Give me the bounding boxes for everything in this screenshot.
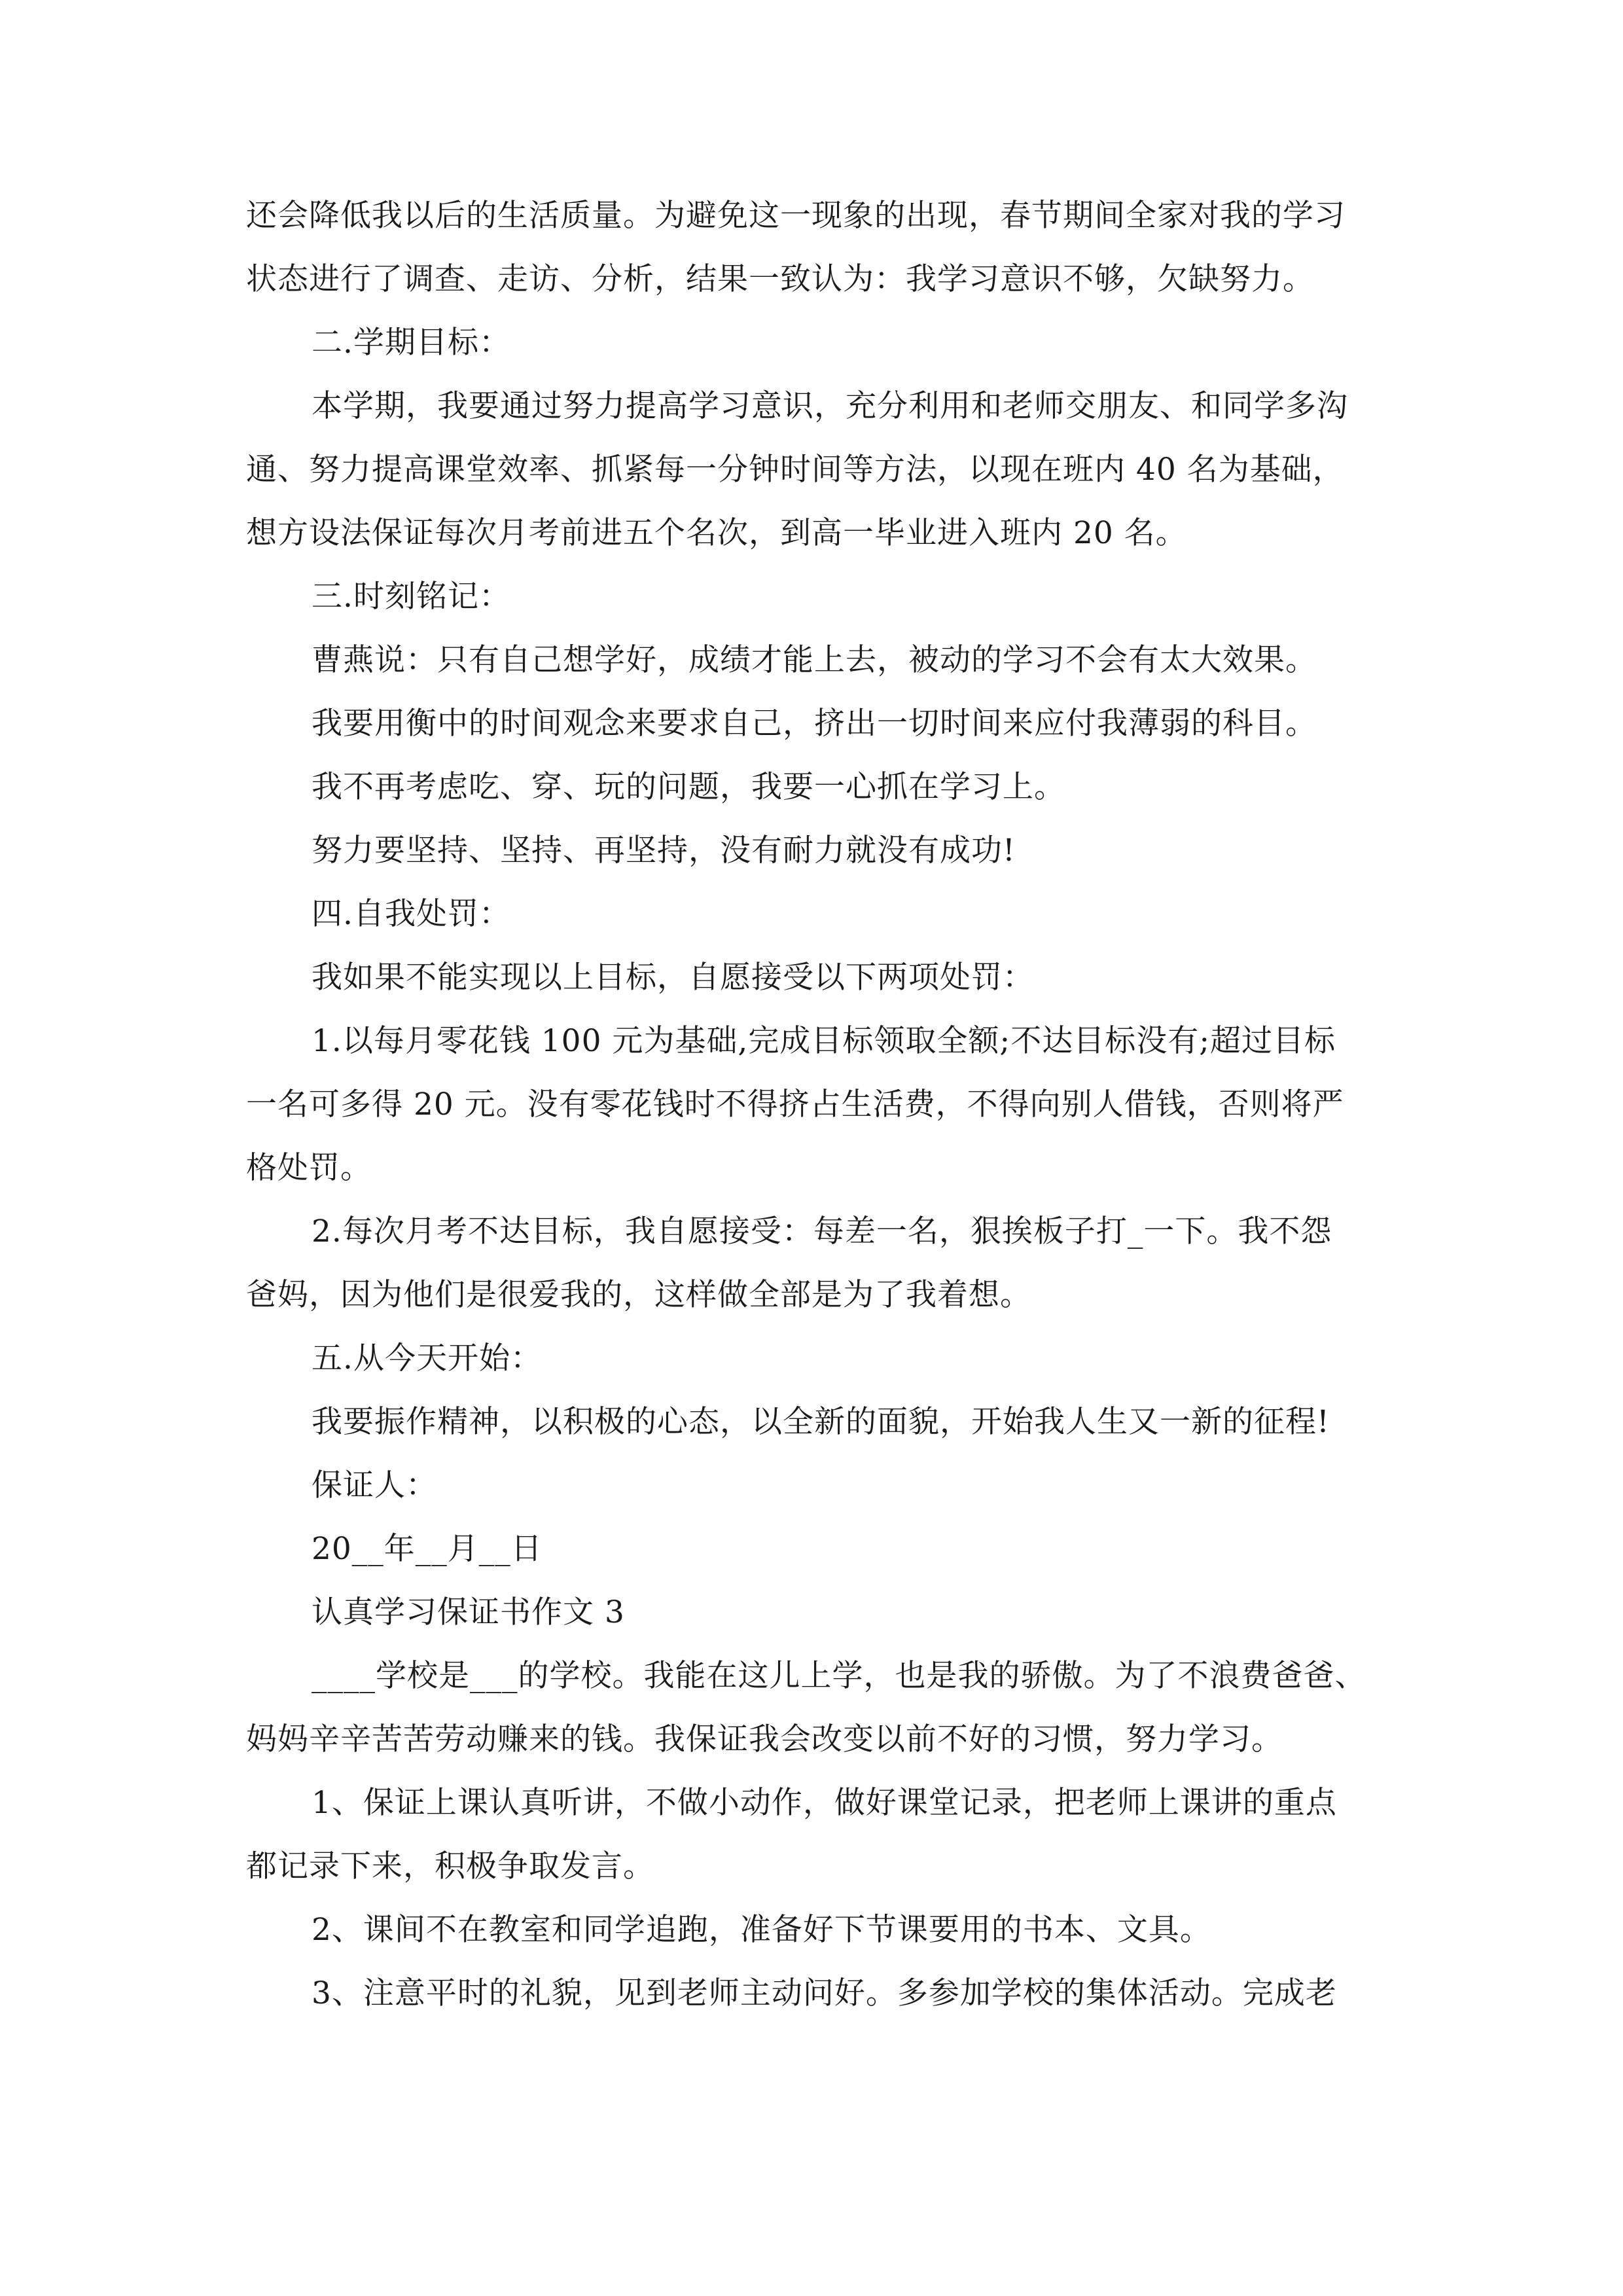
text-line: 我不再考虑吃、穿、玩的问题，我要一心抓在学习上。 (312, 769, 1065, 805)
section-heading: 三.时刻铭记： (312, 579, 510, 615)
section-heading: 五.从今天开始： (312, 1340, 542, 1376)
signature-label: 保证人： (312, 1467, 437, 1503)
text-line: 1.以每月零花钱 100 元为基础,完成目标领取全额;不达目标没有;超过目标 (312, 1023, 1336, 1059)
text-line: 我要用衡中的时间观念来要求自己，挤出一切时间来应付我薄弱的科目。 (312, 706, 1317, 742)
text-line: 曹燕说：只有自己想学好，成绩才能上去，被动的学习不会有太大效果。 (312, 642, 1317, 678)
date-line: 20__年__月__日 (312, 1531, 543, 1567)
text-line: 3、注意平时的礼貌，见到老师主动问好。多参加学校的集体活动。完成老 (312, 1975, 1337, 2011)
text-line: 都记录下来，积极争取发言。 (246, 1848, 654, 1884)
text-line: 2、课间不在教室和同学追跑，准备好下节课要用的书本、文具。 (312, 1912, 1211, 1948)
text-line: 2.每次月考不达目标，我自愿接受：每差一名，狠挨板子打_一下。我不怨 (312, 1213, 1332, 1249)
text-line: 还会降低我以后的生活质量。为避免这一现象的出现，春节期间全家对我的学习 (246, 198, 1346, 234)
text-line: 我要振作精神，以积极的心态，以全新的面貌，开始我人生又一新的征程! (312, 1404, 1330, 1440)
text-line: 想方设法保证每次月考前进五个名次，到高一毕业进入班内 20 名。 (246, 515, 1187, 551)
text-line: 1、保证上课认真听讲，不做小动作，做好课堂记录，把老师上课讲的重点 (312, 1785, 1337, 1821)
text-line: 状态进行了调查、走访、分析，结果一致认为：我学习意识不够，欠缺努力。 (246, 261, 1314, 297)
text-line: 爸妈，因为他们是很爱我的，这样做全部是为了我着想。 (246, 1277, 1031, 1313)
text-line: 我如果不能实现以上目标，自愿接受以下两项处罚： (312, 960, 1034, 996)
section-heading: 二.学期目标： (312, 325, 510, 361)
section-heading: 四.自我处罚： (312, 896, 510, 932)
article-title: 认真学习保证书作文 3 (312, 1594, 625, 1630)
text-line: 努力要坚持、坚持、再坚持，没有耐力就没有成功! (312, 833, 1016, 869)
text-line: 格处罚。 (246, 1150, 372, 1186)
text-line: ____学校是___的学校。我能在这儿上学，也是我的骄傲。为了不浪费爸爸、 (312, 1658, 1366, 1694)
text-line: 本学期，我要通过努力提高学习意识，充分利用和老师交朋友、和同学多沟 (312, 388, 1348, 424)
text-line: 通、努力提高课堂效率、抓紧每一分钟时间等方法，以现在班内 40 名为基础， (246, 452, 1344, 488)
text-line: 一名可多得 20 元。没有零花钱时不得挤占生活费，不得向别人借钱，否则将严 (246, 1086, 1344, 1122)
text-line: 妈妈辛辛苦苦劳动赚来的钱。我保证我会改变以前不好的习惯，努力学习。 (246, 1721, 1283, 1757)
